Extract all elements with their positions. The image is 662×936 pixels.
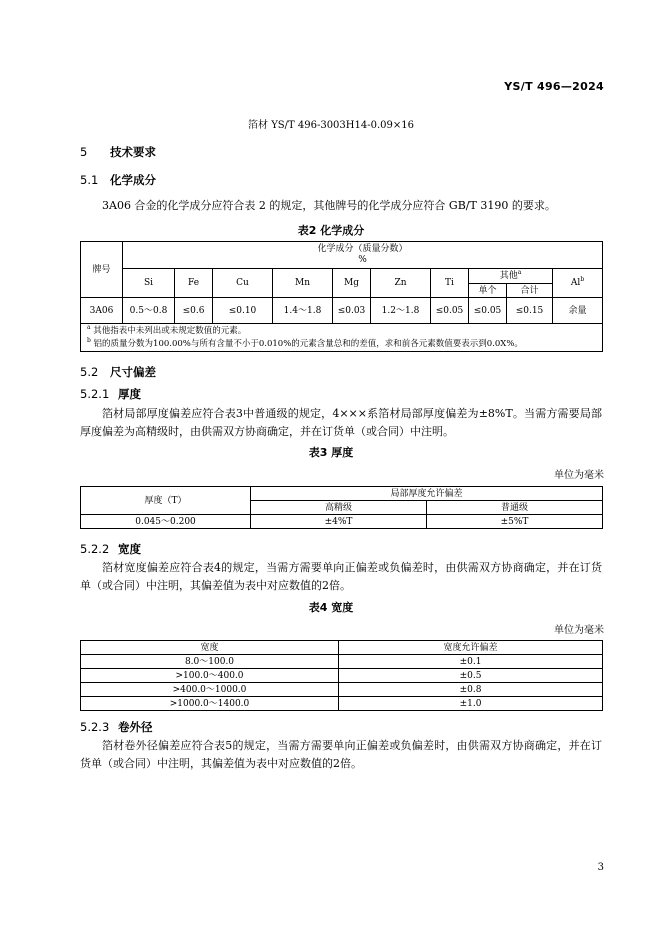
cell-width: >1000.0～1400.0 [81, 697, 339, 711]
header-normal-grade: 普通级 [427, 501, 603, 515]
table-4-caption: 表4 宽度 [308, 601, 354, 614]
section-5-2-3-paragraph: 箔材卷外径偏差应符合表5的规定，当需方需要单向正偏差或负偏差时，由供需双方协商确定，并在订货单（或合同）中注明，其偏差值为表中对应数值的2倍。 [80, 739, 602, 770]
header-fe: Fe [175, 269, 213, 298]
footnote-mark: b [580, 276, 585, 283]
section-number: 5.2.2 [80, 542, 110, 556]
header-other [469, 269, 553, 284]
cell-normal-grade: ±5%T [427, 515, 603, 529]
section-title: 技术要求 [110, 145, 156, 159]
cell-thickness: 0.045～0.200 [81, 515, 251, 529]
cell-fe: ≤0.6 [175, 298, 213, 324]
section-title: 化学成分 [110, 173, 156, 187]
section-5-2-2-heading [80, 541, 141, 557]
section-number: 5.2.3 [80, 720, 110, 734]
header-ti: Ti [431, 269, 469, 298]
header-other-total: 合计 [507, 284, 553, 298]
header-thickness: 厚度（T） [81, 487, 251, 515]
table-2-chemical-composition [80, 241, 603, 352]
section-5-2-1-paragraph: 箔材局部厚度偏差应符合表3中普通级的规定，4×××系箔材局部厚度偏差为±8%T。当需方需要局部厚度偏差为高精级时，由供需双方协商确定，并在订货单（或合同）中注明。 [80, 407, 602, 438]
header-composition [123, 242, 603, 269]
cell-si: 0.5～0.8 [123, 298, 175, 324]
table-4-unit: 单位为毫米 [554, 625, 604, 636]
section-number: 5.2.1 [80, 387, 110, 401]
table-row [81, 298, 603, 324]
header-other-label: 其他 [499, 271, 518, 281]
table-2-footnotes [81, 324, 603, 352]
header-cu: Cu [213, 269, 273, 298]
section-title: 卷外径 [118, 720, 153, 734]
cell-grade: 3A06 [81, 298, 123, 324]
section-number: 5.2 [80, 365, 99, 379]
cell-width: >100.0～400.0 [81, 669, 339, 683]
header-mn: Mn [273, 269, 333, 298]
table-row [81, 655, 603, 669]
header-high-precision: 高精级 [251, 501, 427, 515]
section-5-1-paragraph: 3A06 合金的化学成分应符合表 2 的规定，其他牌号的化学成分应符合 GB/T 3190 的要求。 [102, 199, 556, 212]
header-local-deviation: 局部厚度允许偏差 [251, 487, 603, 501]
table-row [81, 669, 603, 683]
header-composition-label: 化学成分（质量分数） [317, 244, 408, 254]
cell-mg: ≤0.03 [333, 298, 371, 324]
cell-width: >400.0～1000.0 [81, 683, 339, 697]
section-5-2-heading [80, 364, 156, 380]
section-5-1-heading [80, 172, 156, 188]
table-row [81, 683, 603, 697]
section-title: 厚度 [118, 387, 141, 401]
header-other-single: 单个 [469, 284, 507, 298]
standard-number: YS/T 496—2024 [504, 80, 604, 93]
cell-al: 余量 [553, 298, 603, 324]
footnote-mark: a [87, 323, 91, 331]
table-3-unit: 单位为毫米 [554, 470, 604, 481]
header-al [553, 269, 603, 298]
section-title: 尺寸偏差 [110, 365, 156, 379]
section-number: 5 [80, 145, 88, 159]
footnote-b-text: 铝的质量分数为100.00%与所有含量不小于0.010%的元素含量总和的差值，求和前各元素数值要表示到0.0X%。 [93, 338, 523, 349]
cell-mn: 1.4～1.8 [273, 298, 333, 324]
cell-zn: 1.2～1.8 [371, 298, 431, 324]
cell-deviation: ±1.0 [339, 697, 603, 711]
section-5-2-3-heading [80, 719, 153, 735]
header-grade: 牌号 [81, 242, 123, 298]
table-3-thickness [80, 486, 603, 529]
section-5-2-1-heading [80, 386, 141, 402]
footnote-a-text: 其他指表中未列出或未规定数值的元素。 [93, 325, 247, 336]
footnote-b [87, 338, 602, 351]
header-si: Si [123, 269, 175, 298]
header-width: 宽度 [81, 641, 339, 655]
cell-other-total: ≤0.15 [507, 298, 553, 324]
sample-marking: 箔材 YS/T 496-3003H14-0.09×16 [248, 120, 414, 131]
cell-other-single: ≤0.05 [469, 298, 507, 324]
section-5-2-2-paragraph: 箔材宽度偏差应符合表4的规定，当需方需要单向正偏差或负偏差时，由供需双方协商确定，并在订货单（或合同）中注明，其偏差值为表中对应数值的2倍。 [80, 561, 602, 592]
header-zn: Zn [371, 269, 431, 298]
footnote-mark: b [87, 336, 91, 344]
table-2-caption: 表2 化学成分 [297, 224, 365, 237]
cell-deviation: ±0.8 [339, 683, 603, 697]
cell-ti: ≤0.05 [431, 298, 469, 324]
table-row [81, 697, 603, 711]
footnote-a [87, 325, 602, 338]
cell-deviation: ±0.5 [339, 669, 603, 683]
footnote-mark: a [517, 269, 522, 276]
cell-cu: ≤0.10 [213, 298, 273, 324]
section-number: 5.1 [80, 173, 99, 187]
section-title: 宽度 [118, 542, 141, 556]
cell-deviation: ±0.1 [339, 655, 603, 669]
table-4-width [80, 640, 603, 711]
table-row [81, 515, 603, 529]
header-al-label: Al [570, 278, 581, 288]
page-number: 3 [597, 862, 604, 873]
header-mg: Mg [333, 269, 371, 298]
header-width-deviation: 宽度允许偏差 [339, 641, 603, 655]
header-percent: % [358, 255, 367, 265]
section-5-heading [80, 144, 156, 160]
cell-width: 8.0～100.0 [81, 655, 339, 669]
cell-high-precision: ±4%T [251, 515, 427, 529]
table-3-caption: 表3 厚度 [308, 446, 354, 459]
